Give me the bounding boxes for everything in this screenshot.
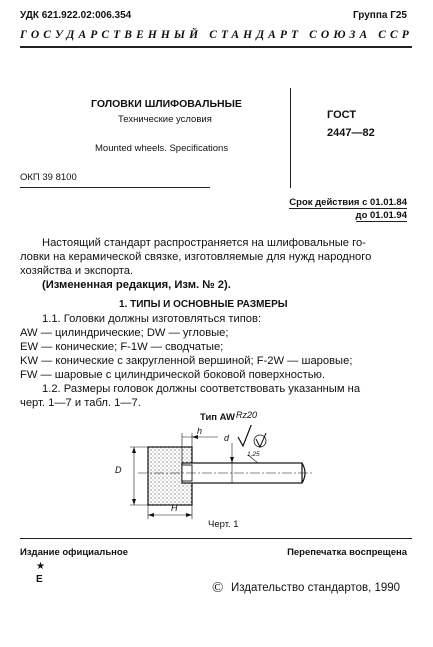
type-list-line-1: AW — цилиндрические; DW — угловые; — [20, 327, 229, 339]
type-list-line-2: EW — конические; F-1W — сводчатые; — [20, 341, 224, 353]
type-list-line-4: FW — шаровые с цилиндрической боковой поверхностью. — [20, 369, 326, 381]
udk-code: УДК 621.922.02:006.354 — [20, 10, 132, 21]
roughness-label: Rz20 — [236, 410, 258, 420]
validity-start: Срок действия с 01.01.84 — [289, 197, 407, 208]
dim-d-label: d — [224, 433, 230, 443]
gost-label: ГОСТ — [327, 109, 357, 121]
standard-name: ГОСУДАРСТВЕННЫЙ СТАНДАРТ СОЮЗА ССР — [20, 29, 413, 41]
roughness-small-label: 1,25 — [247, 451, 260, 458]
gost-number: 2447—82 — [327, 127, 375, 139]
document-title: ГОЛОВКИ ШЛИФОВАЛЬНЫЕ — [91, 98, 242, 110]
copyright-text: Издательство стандартов, 1990 — [231, 582, 401, 594]
dim-h-label: h — [197, 426, 203, 436]
intro-line-1: Настоящий стандарт распространяется на шлифовальные го- — [42, 237, 366, 249]
official-edition: Издание официальное — [20, 547, 128, 558]
footer-rule — [20, 538, 412, 539]
title-divider — [290, 88, 291, 188]
group-code: Группа Г25 — [352, 10, 407, 21]
intro-line-3: хозяйства и экспорта. — [20, 265, 134, 277]
clause-1-2-line-1: 1.2. Размеры головок должны соответствовать указанным на — [42, 383, 361, 395]
clause-1-2-line-2: черт. 1—7 и табл. 1—7. — [20, 397, 141, 409]
section-heading: 1. ТИПЫ И ОСНОВНЫЕ РАЗМЕРЫ — [119, 299, 288, 310]
star-mark: ★ — [36, 561, 45, 572]
english-title: Mounted wheels. Specifications — [95, 143, 229, 154]
type-list-line-3: KW — конические с закругленной вершиной; F-2W — шаровые; — [20, 355, 353, 367]
reprint-notice: Перепечатка воспрещена — [287, 547, 407, 558]
intro-line-2: ловки на керамической связке, изготовляемые для нужд народного — [20, 251, 372, 263]
figure-caption: Черт. 1 — [208, 519, 239, 530]
amendment-note: (Измененная редакция, Изм. № 2). — [42, 279, 231, 291]
header-rule — [20, 46, 412, 48]
dim-D-label: D — [115, 465, 122, 475]
title-bottom-rule — [20, 187, 210, 188]
okp-code: ОКП 39 8100 — [20, 172, 77, 183]
mounted-wheel-drawing — [90, 425, 340, 550]
copyright-symbol: © — [212, 580, 224, 596]
validity-end: до 01.01.94 — [355, 210, 407, 221]
clause-1-1: 1.1. Головки должны изготовляться типов: — [42, 313, 262, 325]
document-subtitle: Технические условия — [118, 114, 212, 125]
dim-H-label: H — [171, 503, 178, 513]
figure-type-label: Тип AW — [200, 412, 235, 423]
edition-letter: Е — [36, 574, 43, 585]
